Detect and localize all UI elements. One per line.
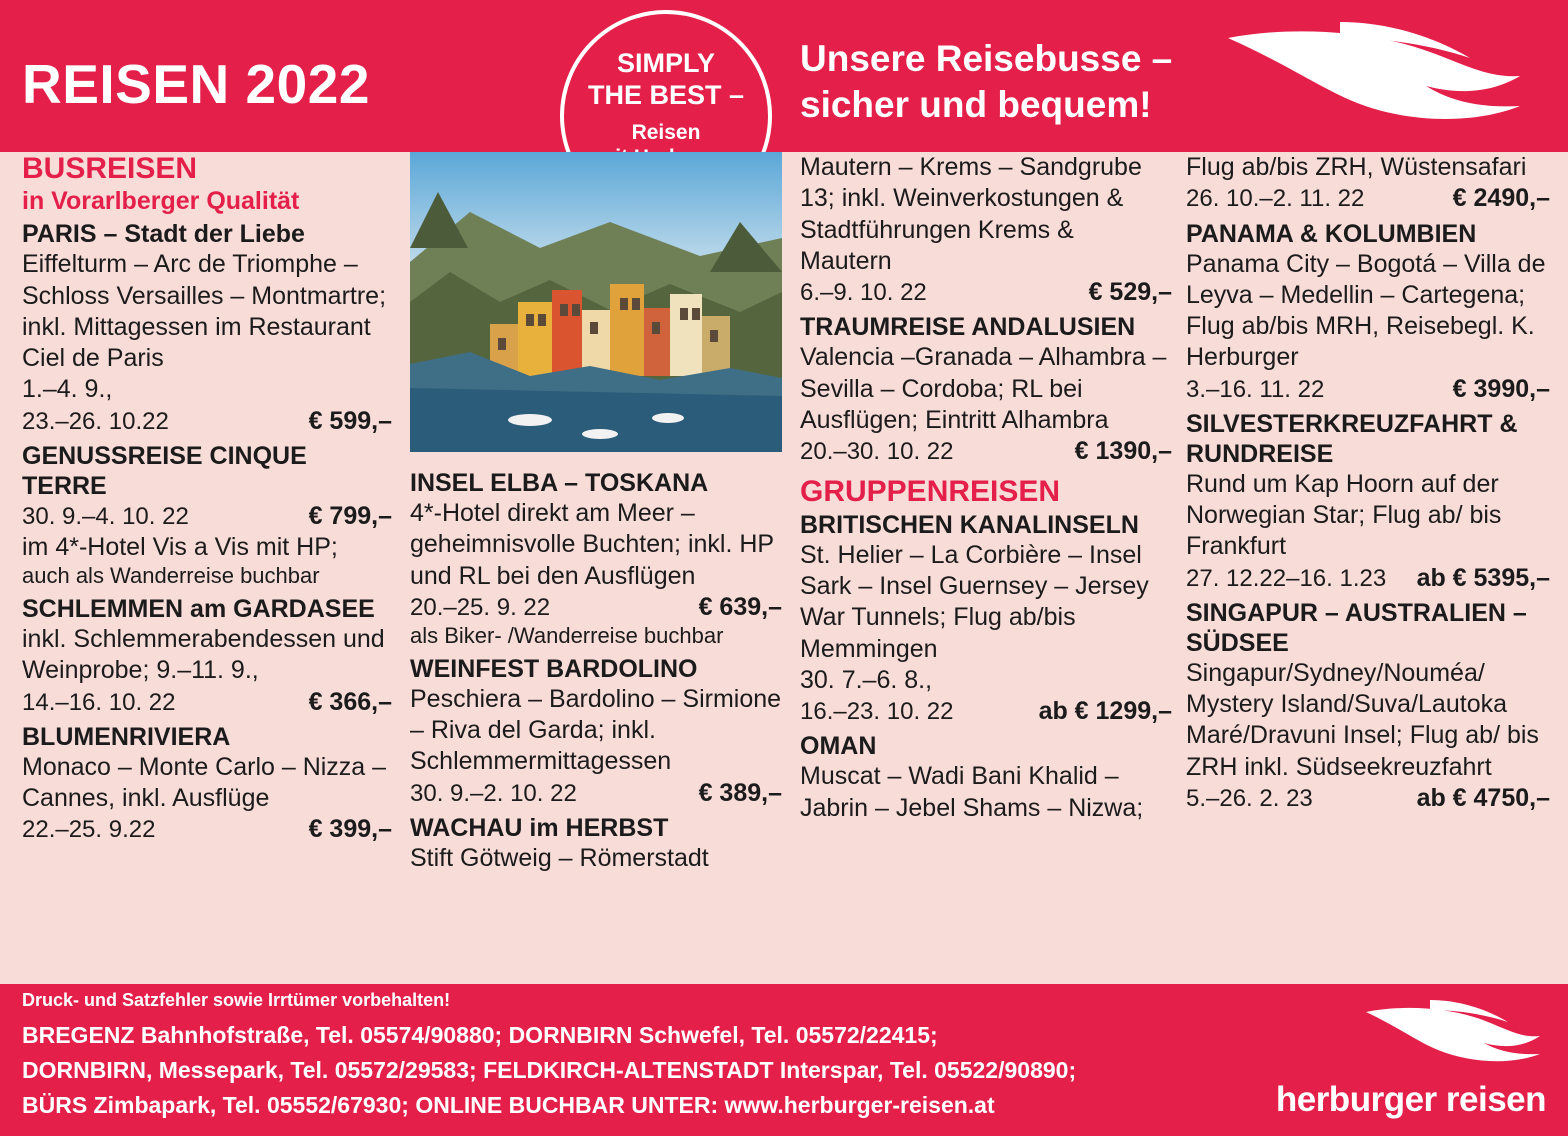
column-gruppenreisen <box>800 152 1172 824</box>
trip-description: im 4*-Hotel Vis a Vis mit HP; <box>22 533 338 562</box>
trip-bardolino <box>410 654 782 809</box>
section-heading-busreisen: BUSREISEN <box>22 152 198 185</box>
trip-title: SCHLEMMEN am GARDASEE <box>22 595 375 624</box>
trip-price: ab € 4750,– <box>1416 783 1550 812</box>
trip-oman <box>800 731 1172 824</box>
trip-description: Eiffelturm – Arc de Triomphe – Schloss Versailles – Montmartre; inkl. Mittagessen im Restaurant Ciel de Paris <box>22 250 387 373</box>
trip-wachau <box>410 813 782 874</box>
trip-price: € 399,– <box>308 815 392 844</box>
trip-title: PARIS – Stadt der Liebe <box>22 220 305 249</box>
trip-price: ab € 5395,– <box>1416 563 1550 592</box>
trip-description: Valencia –Granada – Alhambra – Sevilla – Cordoba; RL bei Ausflügen; Eintritt Alhambra <box>800 343 1167 434</box>
trip-cinque-terre <box>22 441 392 590</box>
badge-line-2: THE BEST – <box>587 79 745 110</box>
company-logo <box>1216 998 1546 1124</box>
address-line-1: BREGENZ Bahnhofstraße, Tel. 05574/90880; DORNBIRN Schwefel, Tel. 05572/22415; <box>22 1022 938 1048</box>
trip-silvesterkreuzfahrt <box>1186 409 1550 594</box>
column-busreisen <box>22 152 392 846</box>
wachau-continuation-priceline <box>800 277 1172 308</box>
bird-logo-icon <box>1362 998 1542 1068</box>
column-italien <box>410 152 782 874</box>
content-area <box>0 152 1568 984</box>
trip-title: BLUMENRIVIERA <box>22 722 231 751</box>
trip-description: Singapur/Sydney/Nouméa/ Mystery Island/Suva/Lautoka Maré/Dravuni Insel; Flug ab/ bis ZRH inkl. Südseekreuzfahrt <box>1186 658 1539 781</box>
trip-panama-kolumbien <box>1186 219 1550 405</box>
trip-priceline <box>800 696 1172 727</box>
trip-title: WACHAU im HERBST <box>410 813 669 842</box>
disclaimer-text: Druck- und Satzfehler sowie Irrtümer vorbehalten! <box>22 990 451 1010</box>
trip-date: 6.–9. 10. 22 <box>800 279 927 306</box>
trip-title: SINGAPUR – AUSTRALIEN – SÜDSEE <box>1186 598 1527 657</box>
trip-date: 30. 9.–2. 10. 22 <box>410 779 577 807</box>
column-fernreisen <box>1186 152 1550 814</box>
trip-date: 20.–25. 9. 22 <box>410 593 551 621</box>
trip-description: Panama City – Bogotá – Villa de Leyva – Medellin – Cartegena; Flug ab/bis MRH, Reisebegl. K. Herburger <box>1186 249 1546 372</box>
bird-logo-icon <box>1220 16 1540 136</box>
trip-price: € 1390,– <box>1074 437 1172 465</box>
section-heading-gruppenreisen: GRUPPENREISEN <box>800 475 1061 509</box>
trip-title: SILVESTERKREUZFAHRT & RUNDREISE <box>1186 409 1518 468</box>
trip-description: 4*-Hotel direkt am Meer – geheimnisvolle Buchten; inkl. HP und RL bei den Ausflügen <box>410 499 774 590</box>
trip-description: inkl. Schlemmerabendessen und Weinprobe; 9.–11. 9., <box>22 625 385 685</box>
header-claim <box>800 36 1172 129</box>
trip-description: Rund um Kap Hoorn auf der Norwegian Star; Flug ab/ bis Frankfurt <box>1186 469 1502 561</box>
trip-date: 30. 9.–4. 10. 22 <box>22 502 189 530</box>
trip-date: 5.–26. 2. 23 <box>1186 784 1313 812</box>
oman-continuation-text: Flug ab/bis ZRH, Wüstensafari <box>1186 153 1527 181</box>
trip-price: € 389,– <box>698 778 782 807</box>
footer-banner <box>0 984 1568 1136</box>
wachau-continuation-text: Mautern – Krems – Sandgrube 13; inkl. Weinverkostungen & Stadtführungen Krems & Mautern <box>800 153 1142 275</box>
trip-priceline <box>410 592 782 623</box>
trip-price: € 366,– <box>308 687 392 716</box>
trip-paris <box>22 219 392 437</box>
address-line-2: DORNBIRN, Messepark, Tel. 05572/29583; FELDKIRCH-ALTENSTADT Interspar, Tel. 05522/90890; <box>22 1056 1077 1083</box>
trip-date: 22.–25. 9.22 <box>22 816 156 844</box>
trip-title: TRAUMREISE ANDALUSIEN <box>800 313 1136 342</box>
trip-title: WEINFEST BARDOLINO <box>410 654 698 683</box>
trip-price: € 799,– <box>308 501 392 530</box>
trip-description: Stift Götweig – Römerstadt <box>410 843 709 872</box>
trip-price: € 3990,– <box>1452 374 1550 403</box>
trip-date: 3.–16. 11. 22 <box>1186 375 1325 403</box>
trip-elba <box>410 468 782 650</box>
trip-title: PANAMA & KOLUMBIEN <box>1186 219 1477 248</box>
trip-price: € 639,– <box>698 592 782 621</box>
section-subheading-busreisen: in Vorarlberger Qualität <box>22 186 300 215</box>
header-claim-line-1: Unsere Reisebusse – <box>800 38 1173 79</box>
header-claim-line-2: sicher und bequem! <box>800 84 1152 126</box>
oman-continuation-priceline <box>1186 183 1550 214</box>
badge-line-1: SIMPLY <box>616 48 716 78</box>
trip-priceline <box>410 778 782 809</box>
trip-date-b: 16.–23. 10. 22 <box>800 698 954 726</box>
trip-date-b: 23.–26. 10.22 <box>22 407 169 435</box>
trip-price: € 599,– <box>308 406 392 435</box>
trip-description: Muscat – Wadi Bani Khalid – Jabrin – Jebel Shams – Nizwa; <box>800 762 1144 822</box>
trip-priceline <box>22 687 392 718</box>
logo-wordmark: herburger reisen <box>1275 1080 1546 1119</box>
trip-description: St. Helier – La Corbière – Insel Sark – Insel Guernsey – Jersey War Tunnels; Flug ab/bis Memmingen <box>800 540 1149 663</box>
trip-price: € 2490,– <box>1452 184 1550 213</box>
page-title: REISEN 2022 <box>22 53 370 115</box>
trip-title: OMAN <box>800 732 877 761</box>
trip-date: 27. 12.22–16. 1.23 <box>1186 564 1387 592</box>
address-line-3[interactable]: BÜRS Zimbapark, Tel. 05552/67930; ONLINE BUCHBAR UNTER: www.herburger-reisen.at <box>22 1091 995 1118</box>
trip-priceline <box>22 814 392 845</box>
trip-priceline <box>22 406 392 437</box>
trip-description: Monaco – Monte Carlo – Nizza – Cannes, inkl. Ausflüge <box>22 752 387 813</box>
trip-note: auch als Wanderreise buchbar <box>22 563 320 589</box>
trip-price: ab € 1299,– <box>1038 697 1172 726</box>
trip-priceline <box>22 501 392 532</box>
trip-priceline <box>1186 374 1550 405</box>
trip-date-a: 1.–4. 9., <box>22 375 113 404</box>
trip-andalusien <box>800 312 1172 467</box>
trip-date: 20.–30. 10. 22 <box>800 438 954 465</box>
trip-date: 14.–16. 10. 22 <box>22 688 176 716</box>
header-banner <box>0 0 1568 152</box>
trip-title: INSEL ELBA – TOSKANA <box>410 469 709 497</box>
trip-priceline <box>800 436 1172 467</box>
trip-singapur-australien-suedsee <box>1186 598 1550 814</box>
trip-note: als Biker- /Wanderreise buchbar <box>410 623 724 648</box>
trip-priceline <box>1186 783 1550 814</box>
trip-blumenriviera <box>22 722 392 846</box>
trip-date-a: 30. 7.–6. 8., <box>800 665 933 694</box>
badge-line-3: Reisen <box>631 120 701 144</box>
trip-title: GENUSSREISE CINQUE TERRE <box>22 441 307 500</box>
address-block <box>22 1018 1212 1123</box>
trip-gardasee <box>22 594 392 718</box>
trip-kanalinseln <box>800 510 1172 728</box>
trip-title: BRITISCHEN KANALINSELN <box>800 510 1139 539</box>
trip-price: € 529,– <box>1088 278 1172 306</box>
trip-priceline <box>1186 563 1550 594</box>
trip-date: 26. 10.–2. 11. 22 <box>1186 185 1365 213</box>
trip-description: Peschiera – Bardolino – Sirmione – Riva del Garda; inkl. Schlemmermittagessen <box>410 684 782 776</box>
